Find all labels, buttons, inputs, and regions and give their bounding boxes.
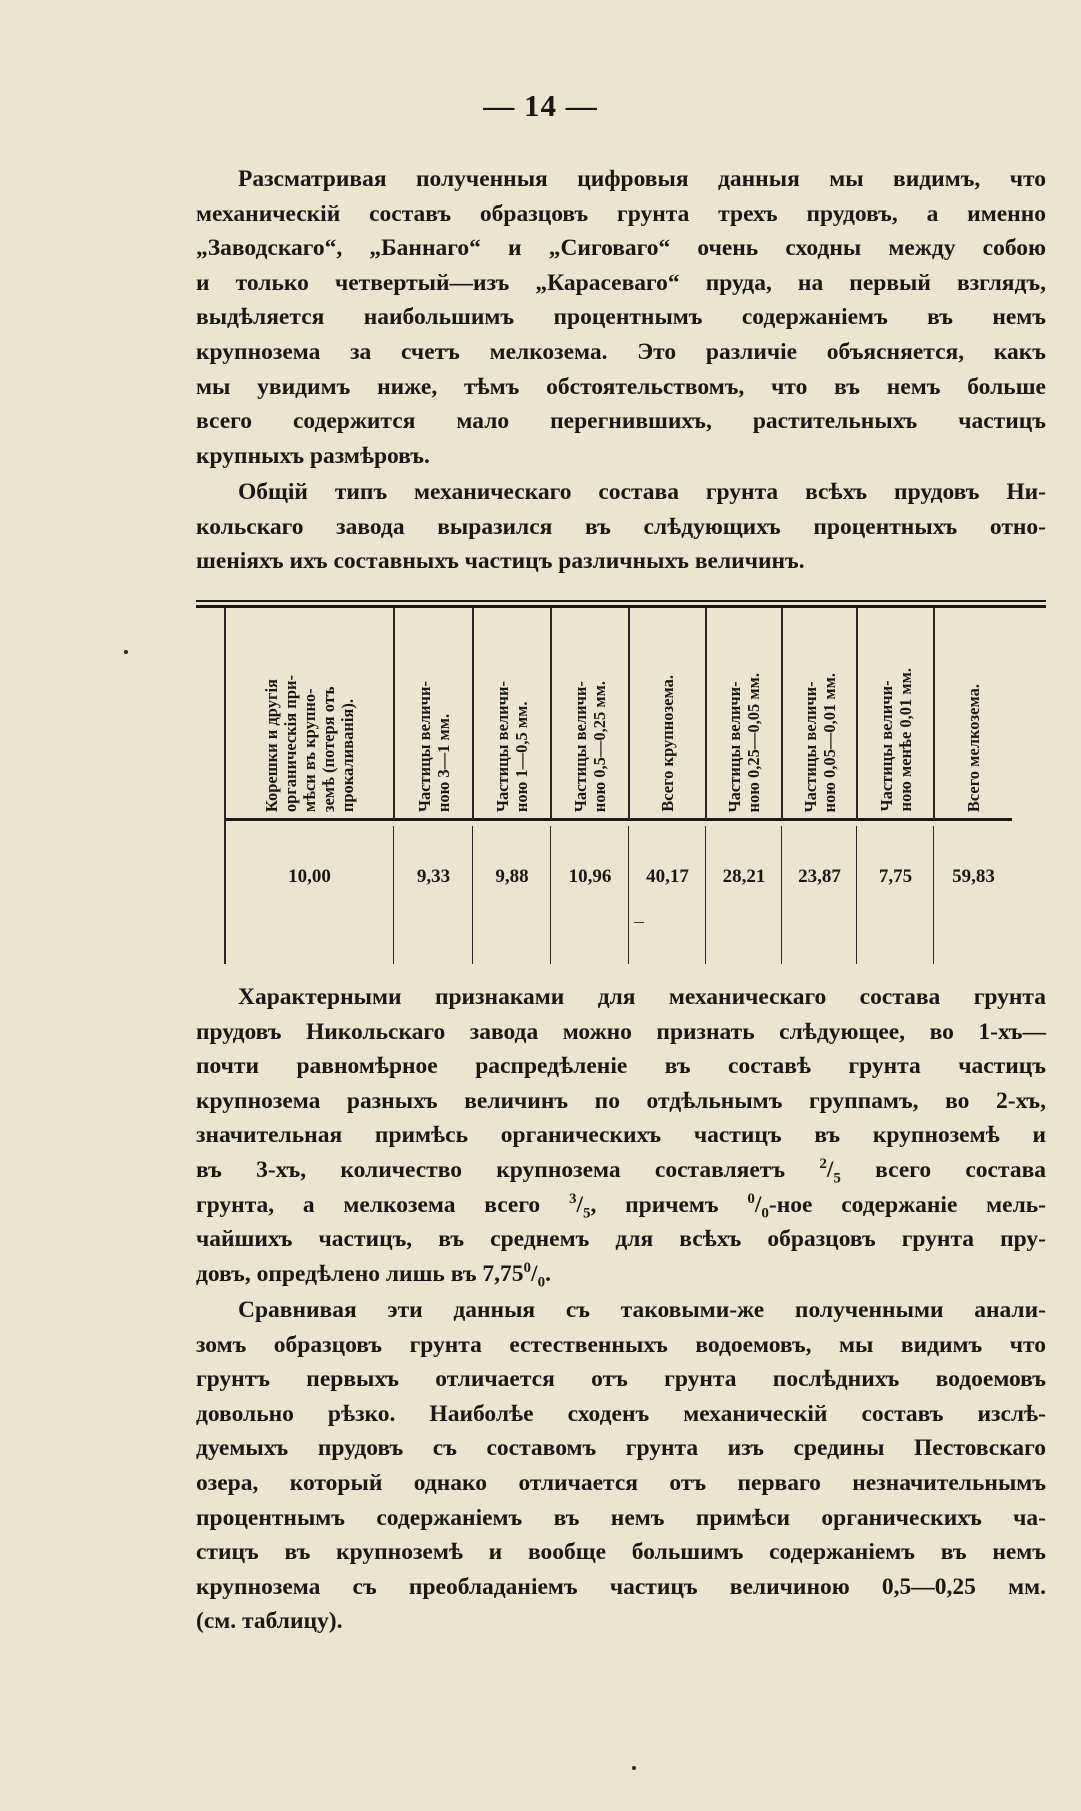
table-header-cell bbox=[552, 612, 628, 812]
column-divider bbox=[705, 826, 706, 964]
text-line: довольно рѣзко. Наиболѣе сходенъ механическій составъ изслѣ- bbox=[196, 1400, 1046, 1427]
text-line: Характерными признаками для механическаго состава грунта bbox=[238, 984, 1046, 1010]
text-line: крупнозема съ преобладаніемъ частицъ величиною 0,5—0,25 мм. bbox=[196, 1573, 1046, 1600]
text-line: значительная примѣсь органическихъ частицъ въ крупноземѣ и bbox=[196, 1122, 1046, 1149]
table-header-cell bbox=[858, 612, 933, 812]
text-line: крупнозема разныхъ величинъ по отдѣльнымъ группамъ, во 2-хъ, bbox=[196, 1087, 1046, 1114]
fraction-denominator: 5 bbox=[582, 1205, 591, 1222]
text-line: зомъ образцовъ грунта естественныхъ водоемовъ, мы видимъ что bbox=[196, 1331, 1046, 1358]
text-line: процентнымъ содержаніемъ въ немъ примѣси органическихъ ча- bbox=[196, 1504, 1046, 1531]
text-line: озера, который однако отличается отъ перваго незначительнымъ bbox=[196, 1469, 1046, 1496]
table-header-cell bbox=[935, 612, 1012, 812]
text-line: крупнозема за счетъ мелкозема. Это различіе объясняется, какъ bbox=[196, 338, 1046, 365]
paragraph-1 bbox=[196, 162, 1046, 473]
text-fragment: довъ, опредѣлено лишь въ 7,75 bbox=[196, 1260, 524, 1287]
table-value-cell: 9,88 bbox=[495, 866, 529, 887]
text-line: стицъ въ крупноземѣ и вообще большимъ содержаніемъ въ немъ bbox=[196, 1539, 1046, 1566]
table-header-cell bbox=[226, 612, 393, 812]
fraction-numerator: 3 bbox=[568, 1190, 577, 1207]
text-line: грунта, а мелкозема всего $^3/_5$, причемъ $^0/_0$-ное содержаніе мель- bbox=[196, 1190, 1047, 1222]
text-line: мы увидимъ ниже, тѣмъ обстоятельствомъ, что въ немъ больше bbox=[196, 373, 1046, 400]
header-text: Всего мелкозема. bbox=[964, 683, 983, 812]
text-line: механическій составъ образцовъ грунта трехъ прудовъ, а именно bbox=[196, 200, 1046, 227]
paragraph-4 bbox=[196, 1293, 1046, 1639]
table-value-cell: 9,33 bbox=[416, 866, 451, 887]
text-line: довъ, опредѣлено лишь въ $7,75^0/_0$. bbox=[196, 1259, 551, 1291]
text-line: Разсматривая полученныя цифровыя данныя мы видимъ, что bbox=[238, 166, 1046, 192]
table-header-rule bbox=[224, 818, 1012, 821]
table-top-rule-thick bbox=[196, 605, 1046, 608]
header-text: Частицы величи- ною 3—1 мм. bbox=[414, 680, 453, 812]
text-line: Общій типъ механическаго состава грунта всѣхъ прудовъ Ни- bbox=[238, 479, 1046, 505]
text-line: почти равномѣрное распредѣленіе въ составѣ грунта частицъ bbox=[196, 1053, 1046, 1080]
column-divider bbox=[472, 826, 473, 964]
print-mark bbox=[634, 922, 644, 923]
fraction-numerator: 2 bbox=[819, 1156, 827, 1173]
paragraph-2 bbox=[196, 475, 1046, 579]
text-line: дуемыхъ прудовъ съ составомъ грунта изъ средины Пестовскаго bbox=[196, 1435, 1046, 1462]
table-header-cell bbox=[630, 612, 705, 812]
text-line: „Заводскаго“, „Баннаго“ и „Сиговаго“ очень сходны между собою bbox=[196, 235, 1046, 262]
print-speck bbox=[124, 650, 128, 654]
percent-numerator: 0 bbox=[523, 1259, 532, 1276]
page-number: — 14 — bbox=[483, 88, 598, 123]
text-fragment: -ное содержаніе мель- bbox=[768, 1191, 1047, 1218]
paragraph-3 bbox=[196, 980, 1046, 1291]
text-fragment: въ 3-хъ, количество крупнозема составляетъ bbox=[196, 1156, 786, 1183]
fraction-denominator: 5 bbox=[833, 1170, 841, 1187]
column-divider bbox=[781, 826, 782, 964]
column-divider bbox=[628, 826, 629, 964]
text-line: чайшихъ частицъ, въ среднемъ для всѣхъ образцовъ грунта пру- bbox=[196, 1226, 1046, 1253]
text-line: грунтъ первыхъ отличается отъ грунта послѣднихъ водоемовъ bbox=[196, 1366, 1046, 1393]
table-value-cell: 28,21 bbox=[722, 866, 766, 887]
table-header-cell bbox=[783, 612, 856, 812]
table-top-rule bbox=[196, 600, 1046, 602]
table-value-cell: 10,96 bbox=[568, 866, 612, 887]
table-value-cell: 10,00 bbox=[288, 866, 331, 887]
text-line: прудовъ Никольскаго завода можно признать слѣдующее, во 1-хъ— bbox=[196, 1018, 1046, 1045]
header-text: Частицы величи- ною 0,05—0,01 мм. bbox=[800, 672, 839, 812]
text-line: крупныхъ размѣровъ. bbox=[196, 442, 430, 469]
column-divider bbox=[856, 826, 857, 964]
header-text: Частицы величи- ною 0,5—0,25 мм. bbox=[571, 680, 609, 812]
column-divider bbox=[933, 826, 934, 964]
text-fragment: всего состава bbox=[875, 1156, 1047, 1183]
column-divider bbox=[393, 826, 394, 964]
percent-denominator: 0 bbox=[537, 1274, 546, 1291]
column-divider bbox=[550, 826, 551, 964]
percent-numerator: 0 bbox=[747, 1190, 755, 1207]
print-speck bbox=[632, 1766, 636, 1770]
text-line: кольскаго завода выразился въ слѣдующихъ процентныхъ отно- bbox=[196, 513, 1046, 540]
table-value-cell: 59,83 bbox=[952, 866, 995, 887]
text-line: Сравнивая эти данныя съ таковыми-же полученными анали- bbox=[238, 1297, 1046, 1323]
table-value-cell: 40,17 bbox=[646, 866, 689, 887]
text-line: въ 3-хъ, количество крупнозема составляетъ $^2/_5$ всего состава bbox=[196, 1156, 1047, 1187]
table-value-cell: 7,75 bbox=[878, 866, 913, 887]
percent-denominator: 0 bbox=[761, 1205, 769, 1222]
text-fragment: грунта, а мелкозема всего bbox=[196, 1191, 541, 1218]
text-line: всего содержится мало перегнившихъ, растительныхъ частицъ bbox=[196, 408, 1046, 435]
header-text: Частицы величи- ною 0,25—0,05 мм. bbox=[725, 672, 763, 812]
table-header-cell bbox=[707, 612, 781, 812]
table-header-cell bbox=[395, 612, 472, 812]
header-text: Корешки и другія органическія при- мѣси въ крупно- земѣ (потеря отъ прокаливанія). bbox=[262, 674, 357, 812]
text-fragment: , причемъ bbox=[590, 1191, 719, 1218]
text-line: шеніяхъ ихъ составныхъ частицъ различныхъ величинъ. bbox=[196, 548, 805, 575]
header-text: Частицы величи- ною менѣе 0,01 мм. bbox=[876, 668, 915, 812]
table-value-cell: 23,87 bbox=[798, 866, 841, 887]
header-text: Всего крупнозема. bbox=[658, 675, 677, 812]
text-line: (см. таблицу). bbox=[196, 1608, 343, 1635]
text-line: выдѣляется наибольшимъ процентнымъ содержаніемъ въ немъ bbox=[196, 304, 1046, 331]
table-header-cell bbox=[474, 612, 550, 812]
header-text: Частицы величи- ною 1—0,5 мм. bbox=[493, 680, 531, 812]
text-line: и только четвертый—изъ „Карасеваго“ пруда, на первый взглядъ, bbox=[196, 269, 1046, 296]
